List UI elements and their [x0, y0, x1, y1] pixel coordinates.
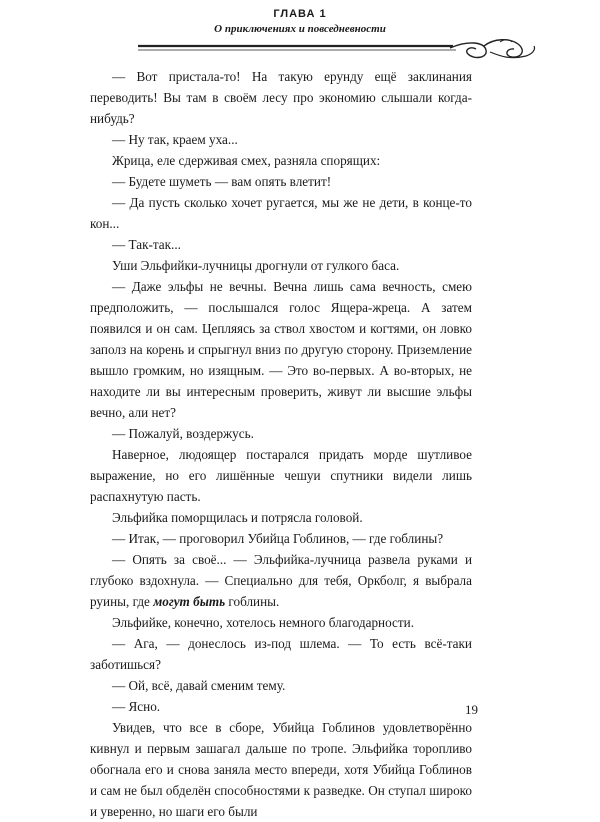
paragraph: — Ясно. [112, 699, 161, 714]
paragraph: — Ага, — донеслось из-под шлема. — То есть всё-таки заботишься? [90, 636, 472, 672]
paragraph: — Да пусть сколько хочет ругается, мы же не дети, в конце-то кон... [90, 195, 472, 231]
emphasis-text: могут быть [153, 594, 226, 609]
paragraph: Эльфийка поморщилась и потрясла головой. [112, 510, 363, 525]
paragraph: Жрица, еле сдерживая смех, разняла спорящих: [112, 153, 381, 168]
running-header [120, 6, 480, 37]
page-number: 19 [465, 702, 478, 717]
body-text [90, 66, 472, 822]
paragraph: Увидев, что все в сборе, Убийца Гоблинов удовлетворённо кивнул и первым зашагал дальше по тропе. Эльфийка торопливо обогнала его и снова заняла место впереди, хотя Убийца Гоблинов и сам не был обделён способностями к разведке. Он ступал широко и уверенно, но шаги его были [90, 720, 472, 819]
paragraph: Наверное, людоящер постарался придать морде шутливое выражение, но его лишённые чешуи спутники видели лишь распахнутую пасть. [90, 447, 472, 504]
paragraph-text: — Опять за своё... — Эльфийка-лучница развела руками и глубоко вздохнула. — Специально для тебя, Оркболг, я выбрала руины, где [90, 552, 472, 609]
paragraph: — Ну так, краем уха... [112, 132, 238, 147]
paragraph: — Так-так... [112, 237, 181, 252]
paragraph: Уши Эльфийки-лучницы дрогнули от гулкого баса. [112, 258, 400, 273]
paragraph-tail: гоблины. [225, 594, 280, 609]
ornamental-rule [138, 38, 538, 62]
paragraph: — Пожалуй, воздержусь. [112, 426, 254, 441]
paragraph: — Даже эльфы не вечны. Вечна лишь сама вечность, смею предположить, — послышался голос Ящера-жреца. А затем появился и он сам. Цепляясь за ствол хвостом и когтями, он ловко заполз на корень и спрыгнул вниз по другую сторону. Приземление вышло громким, но изящным. — Это во-первых. А во-вторых, не находите ли вы интересным проверить, живут ли высшие эльфы вечно, али нет? [90, 279, 472, 420]
paragraph: Эльфийке, конечно, хотелось немного благодарности. [112, 615, 414, 630]
paragraph: — Ой, всё, давай сменим тему. [112, 678, 286, 693]
paragraph: — Итак, — проговорил Убийца Гоблинов, — где гоблины? [112, 531, 444, 546]
chapter-subtitle: О приключениях и повседневности [214, 23, 386, 35]
paragraph [90, 549, 472, 612]
paragraph: — Вот пристала-то! На такую ерунду ещё заклинания переводить! Вы там в своём лесу про экономию слышали когда-нибудь? [90, 69, 472, 126]
chapter-label: ГЛАВА 1 [273, 8, 327, 20]
paragraph: — Будете шуметь — вам опять влетит! [112, 174, 332, 189]
ornament-swirl-icon [138, 38, 538, 62]
